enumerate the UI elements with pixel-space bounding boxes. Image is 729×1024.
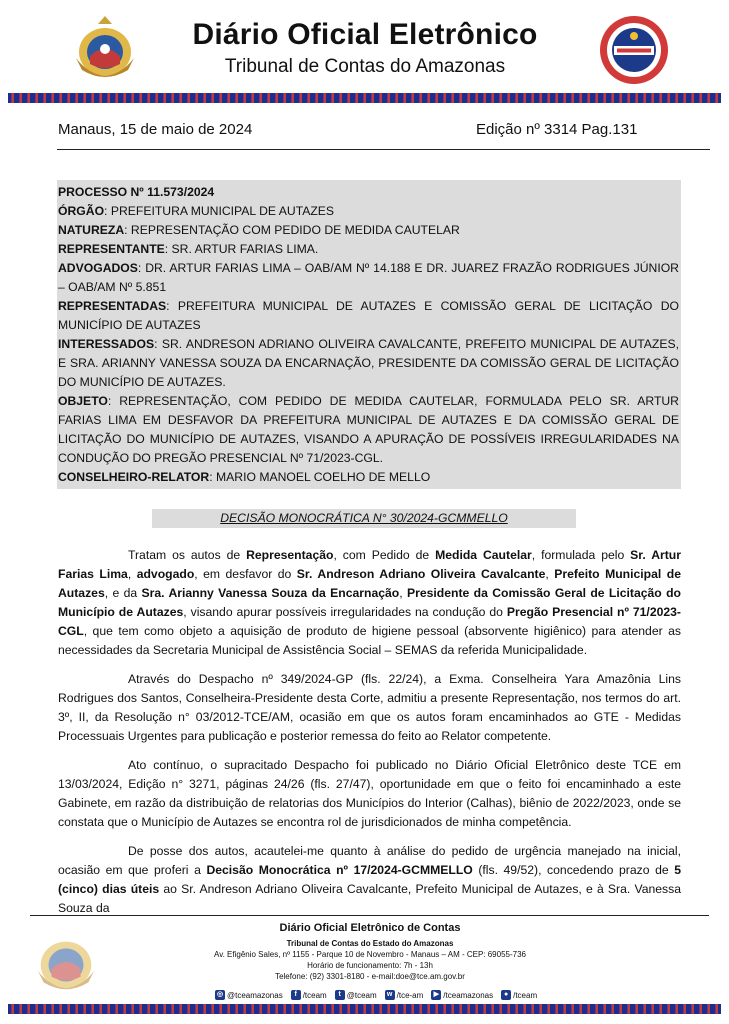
footer-address: Av. Efigênio Sales, nº 1155 - Parque 10 de Novembro - Manaus – AM - CEP: 69055-736 xyxy=(214,950,526,959)
interessados-line: INTERESSADOS: SR. ANDRESON ADRIANO OLIVEIRA CAVALCANTE, PREFEITO MUNICIPAL DE AUTAZES, E SRA. ARIANNY VANESSA SOUZA DA ENCARNAÇÃO, PRESIDENTE DA COMISSÃO GERAL DE LICITAÇÃO DO MUNICÍPIO DE AUTAZES. xyxy=(58,337,679,389)
orgao-line: ÓRGÃO: PREFEITURA MUNICIPAL DE AUTAZES xyxy=(58,204,335,218)
process-summary-box xyxy=(57,180,681,489)
header-stripe xyxy=(8,93,721,103)
footer-info xyxy=(170,922,570,982)
social-youtube[interactable]: ▶ /tceamazonas xyxy=(431,990,493,1000)
natureza-line: NATUREZA: REPRESENTAÇÃO COM PEDIDO DE MEDIDA CAUTELAR xyxy=(58,223,460,237)
certified-institution-seal-icon xyxy=(598,14,670,86)
relator-line: CONSELHEIRO-RELATOR: MARIO MANOEL COELHO DE MELLO xyxy=(58,470,431,484)
web-icon: w xyxy=(385,990,395,1000)
footer-hours: Horário de funcionamento: 7h - 13h xyxy=(307,961,433,970)
process-number: PROCESSO Nº 11.573/2024 xyxy=(58,185,215,199)
masthead-subtitle: Tribunal de Contas do Amazonas xyxy=(224,56,506,77)
twitter-icon: t xyxy=(335,990,345,1000)
header-divider xyxy=(57,149,710,150)
instagram-icon: ◎ xyxy=(216,991,224,998)
tce-am-crest-watermark-icon xyxy=(30,926,102,998)
footer-divider xyxy=(30,915,709,916)
social-web[interactable]: w /tce-am xyxy=(385,990,424,1000)
advogados-line: ADVOGADOS: DR. ARTUR FARIAS LIMA – OAB/AM Nº 14.188 E DR. JUAREZ FRAZÃO RODRIGUES JÚNIOR – OAB/AM Nº 5.851 xyxy=(58,261,679,294)
edition-page: Edição nº 3314 Pag.131 xyxy=(476,121,638,138)
paragraph-3: Ato contínuo, o supracitado Despacho foi publicado no Diário Oficial Eletrônico deste TCE em 13/03/2024, Edição n° 3271, páginas 24/26 (fls. 27/47), oportunidade em que o feito foi encaminhado a este Gabinete, em razão da distribuição de relatorias dos Municípios do Interior (Calhas), biênio de 2022/2023, onde se constata que o Município de Autazes se encontra rol de jurisdicionados de minha competência. xyxy=(58,758,681,829)
social-instagram[interactable]: ◎ @tceamazonas xyxy=(216,990,283,1000)
facebook-icon: f xyxy=(291,990,301,1000)
footer-contact: Telefone: (92) 3301-8180 - e-mail:doe@tce.am.gov.br xyxy=(275,972,465,981)
social-flickr[interactable]: ● /tceam xyxy=(501,990,537,1000)
publication-date: Manaus, 15 de maio de 2024 xyxy=(58,121,253,138)
flickr-icon: ● xyxy=(501,990,511,1000)
paragraph-1: Tratam os autos de Representação, com Pedido de Medida Cautelar, formulada pelo Sr. Artur Farias Lima, advogado, em desfavor do Sr. Andreson Adriano Oliveira Cavalcante, Prefeito Municipal de Autazes, e da Sra. Arianny Vanessa Souza da Encarnação, Presidente da Comissão Geral de Licitação do Município de Autazes, visando apurar possíveis irregularidades na condução do Pregão Presencial nº 71/2023-CGL, que tem como objeto a aquisição de produto de higiene pessoal (absorvente higiênico) para atender as necessidades da Secretaria Municipal de Assistência Social – SEMAS da referida Municipalidade. xyxy=(58,548,681,657)
social-links xyxy=(215,989,537,1001)
paragraph-2: Através do Despacho nº 349/2024-GP (fls. 22/24), a Exma. Conselheira Yara Amazônia Lins Rodrigues dos Santos, Conselheira-Presidente desta Corte, admitiu a presente Representação, nos termos do art. 3º, II, da Resolução n° 03/2012-TCE/AM, ocasião em que os autos foram encaminhados ao GTE - Medidas Processuais Urgentes para publicação e posterior remessa do feito ao Relator competente. xyxy=(58,672,681,743)
paragraph-4: De posse dos autos, acautelei-me quanto à análise do pedido de urgência manejado na inicial, ocasião em que proferi a Decisão Monocrática nº 17/2024-GCMMELLO (fls. 49/52), concedendo prazo de 5 (cinco) dias úteis ao Sr. Andreson Adriano Oliveira Cavalcante, Prefeito Municipal de Autazes, e à Sra. Vanessa Souza da xyxy=(58,844,681,915)
decision-title: DECISÃO MONOCRÁTICA N° 30/2024-GCMMELLO xyxy=(152,509,576,528)
social-facebook[interactable]: f /tceam xyxy=(291,990,327,1000)
footer-title: Diário Oficial Eletrônico de Contas xyxy=(279,922,461,934)
footer-stripe xyxy=(8,1004,721,1014)
social-twitter[interactable]: t @tceam xyxy=(335,990,377,1000)
representante-line: REPRESENTANTE: SR. ARTUR FARIAS LIMA. xyxy=(58,242,319,256)
masthead-title: Diário Oficial Eletrônico xyxy=(192,18,538,51)
representadas-line: REPRESENTADAS: PREFEITURA MUNICIPAL DE AUTAZES E COMISSÃO GERAL DE LICITAÇÃO DO MUNICÍPIO DE AUTAZES xyxy=(58,299,679,332)
footer-org: Tribunal de Contas do Estado do Amazonas xyxy=(286,939,454,948)
tce-am-crest-icon xyxy=(68,12,142,86)
masthead xyxy=(0,0,729,92)
decision-body xyxy=(58,546,681,928)
objeto-line: OBJETO: REPRESENTAÇÃO, COM PEDIDO DE MEDIDA CAUTELAR, FORMULADA PELO SR. ARTUR FARIAS LIMA EM DESFAVOR DA PREFEITURA MUNICIPAL DE AUTAZES E DA COMISSÃO GERAL DE LICITAÇÃO DO MUNICÍPIO DE AUTAZES, VISANDO A APURAÇÃO DE POSSÍVEIS IRREGULARIDADES NA CONDUÇÃO DO PREGÃO PRESENCIAL Nº 71/2023-CGL. xyxy=(58,394,679,465)
youtube-icon: ▶ xyxy=(431,990,441,1000)
